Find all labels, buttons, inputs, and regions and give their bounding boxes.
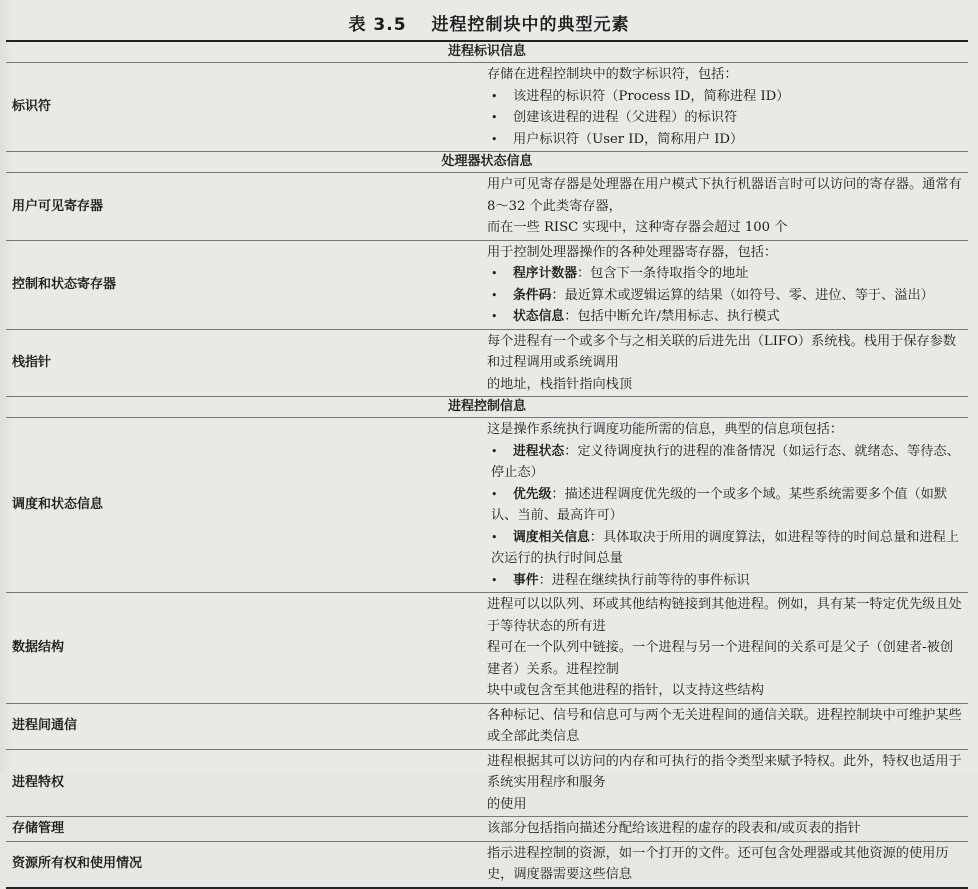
bullet-item: • 优先级：描述进程调度优先级的一个或多个域。某些系统需要多个值（如默认、当前、最高许可）: [491, 486, 948, 523]
pcb-elements-table: [6, 40, 968, 889]
row-label: 控制和状态寄存器: [12, 276, 117, 292]
bullet-item: • 调度相关信息：具体取决于所用的调度算法，如进程等待的时间总量和进程上次运行的执行时间总量: [491, 529, 960, 566]
bullet-item: • 该进程的标识符（Process ID，简称进程 ID）: [491, 88, 790, 104]
table-caption: [0, 10, 978, 35]
row-label: 调度和状态信息: [12, 497, 104, 513]
bullet-item: • 创建该进程的进程（父进程）的标识符: [491, 110, 738, 125]
bullet-item: • 进程状态：定义待调度执行的进程的准备情况（如运行态、就绪态、等待态、停止态）: [491, 443, 960, 480]
row-description: 指示进程控制的资源，如一个打开的文件。还可包含处理器或其他资源的使用历史，调度器需要这些信息: [487, 845, 949, 882]
table-row-control-registers: [6, 240, 968, 329]
row-description: 这是操作系统执行调度功能所需的信息，典型的信息项包括： • 进程状态：定义待调度执行的进程的准备情况（如运行态、就绪态、等待态、停止态） • 优先级：描述进程调度优先级的一个或多个域。某些系统需要多个值（如默认、当前、最高许可） • 调度相关信息：具体取决于所用的调度算法，如进程等待的时间总量和进程上次运行的执行时间总量 • 事件：进程在继续执行前等待的事件标识: [487, 418, 968, 593]
bullet-item: • 事件：进程在继续执行前等待的事件标识: [491, 572, 750, 588]
bullet-item: • 状态信息：包括中断允许/禁用标志、执行模式: [491, 309, 780, 324]
section-heading-control-info: 进程控制信息: [447, 399, 526, 414]
row-label: 栈指针: [12, 355, 52, 370]
table-title: 进程控制块中的典型元素: [431, 15, 630, 35]
section-heading-id-info: 进程标识信息: [447, 44, 526, 59]
row-label: 存储管理: [12, 821, 65, 836]
table-row-user-registers: [6, 173, 968, 241]
row-description: 进程根据其可以访问的内存和可执行的指令类型来赋予特权。此外，特权也适用于系统实用程序和服务 的使用: [487, 753, 962, 812]
row-description: 各种标记、信号和信息可与两个无关进程间的通信关联。进程控制块中可维护某些或全部此类信息: [487, 707, 962, 744]
row-description: 该部分包括指向描述分配给该进程的虚存的段表和/或页表的指针: [487, 821, 861, 836]
table-row-memory: [6, 817, 968, 842]
table-row-identifier: [6, 63, 968, 152]
table-row-scheduling: [6, 418, 968, 593]
section-heading-cpu-state: 处理器状态信息: [441, 154, 533, 169]
row-description: 用于控制处理器操作的各种处理器寄存器，包括： • 程序计数器：包含下一条待取指令的地址 • 条件码：最近算术或逻辑运算的结果（如符号、零、进位、等于、溢出） • 状态信息：包括中断允许/禁用标志、执行模式: [487, 240, 968, 329]
table-row-ipc: [6, 703, 968, 749]
row-description: 存储在进程控制块中的数字标识符，包括： • 该进程的标识符（Process ID，简称进程 ID） • 创建该进程的进程（父进程）的标识符 • 用户标识符（User ID，简称用户 ID）: [487, 63, 968, 152]
row-label: 标识符: [12, 99, 52, 115]
row-label: 数据结构: [12, 640, 65, 655]
bullet-item: • 用户标识符（User ID，简称用户 ID）: [491, 131, 744, 147]
row-label: 进程特权: [12, 775, 65, 790]
row-description: 进程可以以队列、环或其他结构链接到其他进程。例如，具有某一特定优先级且处于等待状态的所有进 程可在一个队列中链接。一个进程与另一个进程间的关系可是父子（创建者-被创建者）关系。进程控制 块中或包含至其他进程的指针，以支持这些结构: [487, 597, 962, 698]
bullet-item: • 程序计数器：包含下一条待取指令的地址: [491, 266, 749, 281]
section-row: [6, 152, 968, 173]
row-label: 进程间通信: [12, 718, 78, 734]
row-label: 资源所有权和使用情况: [12, 856, 143, 872]
table-row-data-structures: [6, 593, 968, 704]
row-description: 用户可见寄存器是处理器在用户模式下执行机器语言时可以访问的寄存器。通常有 8～32 个此类寄存器， 而在一些 RISC 实现中，这种寄存器会超过 100 个: [487, 177, 962, 235]
section-row: [6, 397, 968, 418]
table-row-privileges: [6, 749, 968, 817]
table-row-stack-pointer: [6, 329, 968, 397]
row-description: 每个进程有一个或多个与之相关联的后进先出（LIFO）系统栈。栈用于保存参数和过程调用或系统调用 的地址，栈指针指向栈顶: [487, 333, 957, 392]
row-label: 用户可见寄存器: [12, 198, 104, 214]
table-number: 表 3.5: [348, 15, 407, 35]
bullet-item: • 条件码：最近算术或逻辑运算的结果（如符号、零、进位、等于、溢出）: [491, 287, 934, 303]
table-row-resources: [6, 841, 968, 888]
section-row: [6, 41, 968, 63]
